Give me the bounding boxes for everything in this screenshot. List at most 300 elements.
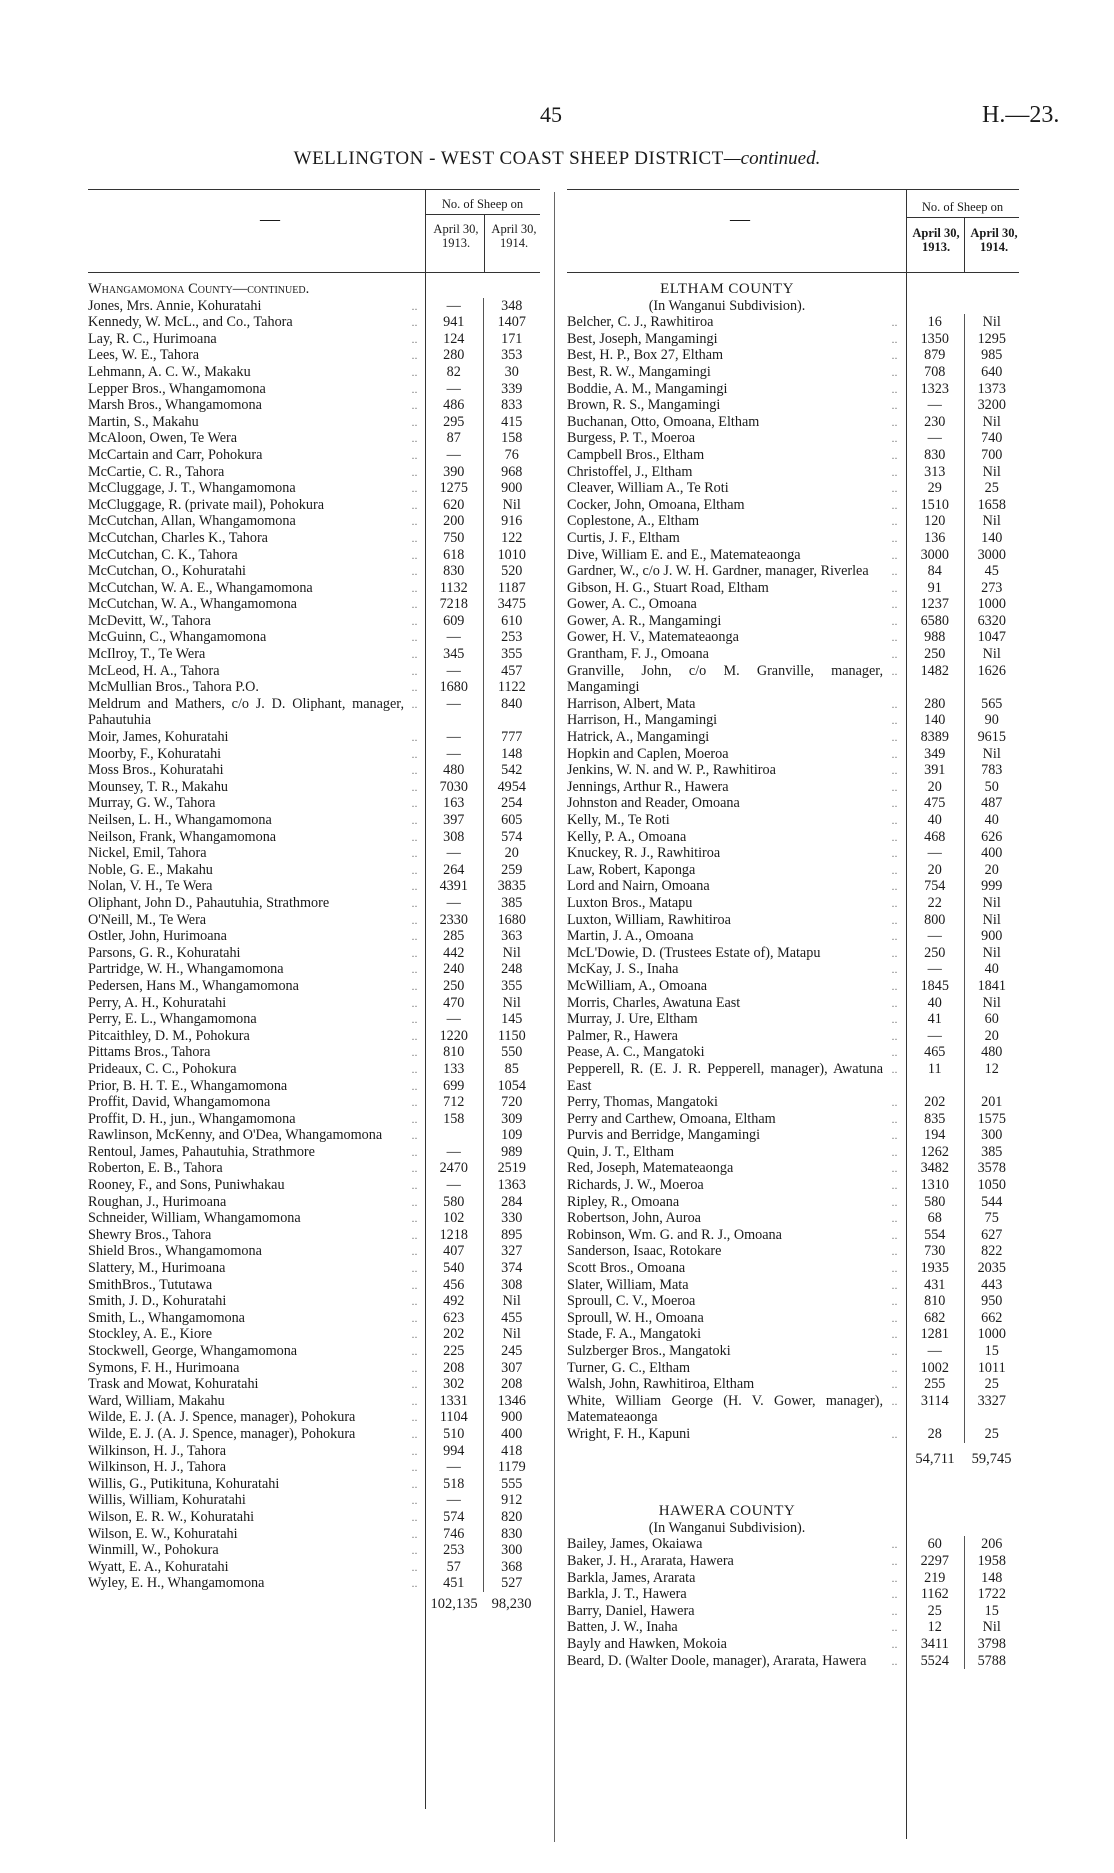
holder-name: Rentoul, James, Pahautuhia, Strathmore — [88, 1143, 315, 1160]
table-row — [88, 679, 540, 696]
leader-dots: .. — [411, 730, 418, 745]
sheep-1913: 20 — [906, 862, 964, 879]
table-row — [88, 414, 540, 431]
table-row — [88, 530, 540, 547]
rule-left-colsplit — [484, 214, 485, 272]
holder-name: Walsh, John, Rawhitiroa, Eltham — [567, 1376, 755, 1393]
sheep-1914: 245 — [501, 1343, 523, 1359]
left-county-heading: Whangamomona County—continued. — [88, 281, 310, 297]
holder-name: McGuinn, C., Whangamomona — [88, 629, 267, 646]
holder-name: Willis, William, Kohuratahi — [88, 1492, 246, 1509]
holder-name: Stade, F. A., Mangatoki — [567, 1326, 702, 1343]
holder-name: Stockley, A. E., Kiore — [88, 1326, 212, 1343]
sheep-1914: 171 — [501, 330, 523, 347]
sheep-1913: 810 — [906, 1293, 964, 1310]
holder-name: Kelly, P. A., Omoana — [567, 828, 687, 845]
sheep-1914: 999 — [981, 878, 1003, 895]
leader-dots: .. — [411, 895, 418, 910]
table-row — [88, 1326, 540, 1343]
holder-name: Christoffel, J., Eltham — [567, 463, 693, 480]
sheep-1913: 16 — [906, 314, 964, 331]
sheep-1913: 810 — [425, 1044, 483, 1061]
leader-dots: .. — [891, 1261, 898, 1276]
holder-name: McMullian Bros., Tahora P.O. — [88, 679, 259, 696]
title-text: WELLINGTON - WEST COAST SHEEP DISTRICT — [293, 148, 724, 169]
table-row — [567, 1343, 1019, 1360]
leader-dots: .. — [411, 929, 418, 944]
leader-dots: .. — [891, 995, 898, 1010]
sheep-1913: 280 — [906, 696, 964, 713]
sheep-1914: 254 — [501, 795, 523, 812]
sheep-1914: 455 — [501, 1309, 523, 1326]
leader-dots: .. — [891, 929, 898, 944]
leader-dots: .. — [411, 862, 418, 877]
holder-name: Murray, G. W., Tahora — [88, 795, 216, 812]
sheep-1913: 830 — [425, 563, 483, 580]
leader-dots: .. — [891, 846, 898, 861]
sheep-1914: 2519 — [497, 1160, 526, 1177]
holder-name: Neilson, Frank, Whangamomona — [88, 828, 277, 845]
sheep-1913: 40 — [906, 812, 964, 829]
leader-dots: .. — [891, 746, 898, 761]
leader-dots: .. — [891, 1360, 898, 1375]
sheep-1914: 1407 — [497, 314, 526, 331]
leader-dots: .. — [891, 514, 898, 529]
sheep-1914: 900 — [501, 1409, 523, 1426]
sheep-1914: 368 — [501, 1558, 523, 1575]
left-column — [88, 281, 540, 1613]
sheep-1913: 623 — [425, 1310, 483, 1327]
table-row — [88, 497, 540, 514]
table-row — [567, 1210, 1019, 1227]
sheep-1913: 5524 — [906, 1653, 964, 1670]
leader-dots: .. — [411, 497, 418, 512]
rule-center — [554, 192, 555, 1842]
sheep-1914: 385 — [501, 894, 523, 911]
rule-left-top — [88, 189, 540, 190]
rule-left-head-bottom — [88, 272, 540, 273]
sheep-1914: 1841 — [977, 977, 1006, 994]
sheep-1914: 15 — [984, 1343, 999, 1359]
leader-dots: .. — [411, 1476, 418, 1491]
table-row — [567, 347, 1019, 364]
table-row — [88, 862, 540, 879]
sheep-1913: 431 — [906, 1277, 964, 1294]
sheep-1914: 895 — [501, 1226, 523, 1243]
holder-name: Baker, J. H., Ararata, Hawera — [567, 1552, 734, 1569]
table-row — [88, 762, 540, 779]
leader-dots: .. — [411, 1493, 418, 1508]
sheep-1914: 1054 — [497, 1077, 526, 1094]
left-header-group: No. of Sheep on — [441, 197, 524, 211]
holder-name: Proffit, David, Whangamomona — [88, 1094, 271, 1111]
holder-name: Trask and Mowat, Kohuratahi — [88, 1376, 259, 1393]
table-row — [567, 497, 1019, 514]
sheep-1914: 720 — [501, 1094, 523, 1111]
sheep-1914: 1011 — [977, 1359, 1006, 1376]
sheep-1913 — [425, 1127, 483, 1144]
holder-name: Wyley, E. H., Whangamomona — [88, 1575, 265, 1592]
sheep-1914: 487 — [981, 795, 1003, 812]
sheep-1914: 1363 — [497, 1177, 526, 1194]
holder-name: Johnston and Reader, Omoana — [567, 795, 740, 812]
table-row — [567, 762, 1019, 779]
leader-dots: .. — [891, 1045, 898, 1060]
table-row — [88, 1160, 540, 1177]
sheep-1914: 308 — [501, 1276, 523, 1293]
holder-name: SmithBros., Tututawa — [88, 1276, 213, 1293]
leader-dots: .. — [411, 630, 418, 645]
leader-dots: .. — [891, 1393, 898, 1408]
holder-name: Barry, Daniel, Hawera — [567, 1602, 695, 1619]
holder-name: Wilkinson, H. J., Tahora — [88, 1459, 227, 1476]
table-row — [567, 795, 1019, 812]
table-row — [567, 1177, 1019, 1194]
leader-dots: .. — [411, 1178, 418, 1193]
sheep-1914: 9615 — [977, 729, 1006, 746]
leader-dots: .. — [891, 1603, 898, 1618]
leader-dots: .. — [411, 846, 418, 861]
sheep-1913: — — [906, 1343, 964, 1360]
holder-name: Parsons, G. R., Kohuratahi — [88, 944, 241, 961]
table-row — [88, 314, 540, 331]
sheep-1914: 950 — [981, 1293, 1003, 1310]
leader-dots: .. — [411, 663, 418, 678]
sheep-1913: — — [906, 1028, 964, 1045]
sheep-1914: 783 — [981, 762, 1003, 779]
sheep-1914: 355 — [501, 977, 523, 994]
holder-name: Lepper Bros., Whangamomona — [88, 380, 266, 397]
sheep-1913: 480 — [425, 762, 483, 779]
leader-dots: .. — [411, 514, 418, 529]
right-header-group: No. of Sheep on — [921, 200, 1004, 214]
sheep-1913: 82 — [425, 364, 483, 381]
sheep-1914: 85 — [504, 1060, 519, 1077]
leader-dots: .. — [411, 1460, 418, 1475]
sheep-1914: 40 — [984, 812, 999, 828]
leader-dots: .. — [891, 1012, 898, 1027]
table-row — [567, 746, 1019, 763]
holder-name: Morris, Charles, Awatuna East — [567, 994, 741, 1011]
sheep-1913: 3000 — [906, 547, 964, 564]
holder-name: Rawlinson, McKenny, and O'Dea, Whangamomona — [88, 1127, 383, 1144]
holder-name: Wilde, E. J. (A. J. Spence, manager), Pohokura — [88, 1409, 356, 1426]
sheep-1913: 11 — [906, 1061, 964, 1094]
sheep-1913: 1262 — [906, 1144, 964, 1161]
table-row — [567, 1426, 1019, 1443]
sheep-1914: Nil — [982, 513, 1001, 530]
holder-name: Marsh Bros., Whangamomona — [88, 397, 262, 414]
table-row — [88, 547, 540, 564]
sheep-1913: 250 — [425, 978, 483, 995]
sheep-1914: 985 — [981, 347, 1003, 364]
sheep-1914: 75 — [984, 1210, 999, 1227]
leader-dots: .. — [891, 530, 898, 545]
leader-dots: .. — [411, 879, 418, 894]
leader-dots: .. — [411, 1559, 418, 1574]
sheep-1914: 527 — [501, 1575, 523, 1592]
leader-dots: .. — [891, 713, 898, 728]
holder-name: Martin, S., Makahu — [88, 413, 199, 430]
table-row — [88, 1011, 540, 1028]
sheep-1914: 480 — [981, 1044, 1003, 1061]
leader-dots: .. — [891, 829, 898, 844]
table-row — [567, 729, 1019, 746]
sheep-1913: 250 — [906, 646, 964, 663]
sheep-1913: 830 — [906, 447, 964, 464]
right-column — [567, 281, 1019, 1669]
table-row — [88, 1360, 540, 1377]
leader-dots: .. — [411, 580, 418, 595]
sheep-1914: 25 — [984, 480, 999, 497]
left-table — [88, 298, 540, 1592]
sheep-1913: 28 — [906, 1426, 964, 1443]
leader-dots: .. — [891, 1344, 898, 1358]
leader-dots: .. — [891, 1211, 898, 1226]
holder-name: Red, Joseph, Matemateaonga — [567, 1160, 734, 1177]
sheep-1913: 29 — [906, 480, 964, 497]
sheep-1913: — — [425, 1459, 483, 1476]
holder-name: Granville, John, c/o M. Granville, manager, Mangamingi — [567, 662, 883, 696]
holder-name: Martin, J. A., Omoana — [567, 928, 694, 945]
holder-name: Barkla, James, Ararata — [567, 1569, 696, 1586]
table-row — [567, 812, 1019, 829]
sheep-1914: 415 — [501, 413, 523, 430]
leader-dots: .. — [411, 746, 418, 761]
table-row — [567, 696, 1019, 713]
holder-name: Roberton, E. B., Tahora — [88, 1160, 223, 1177]
leader-dots: .. — [891, 1178, 898, 1193]
sheep-1913: 510 — [425, 1426, 483, 1443]
sheep-1914: 626 — [981, 828, 1003, 845]
leader-dots: .. — [891, 464, 898, 479]
sheep-1914: 307 — [501, 1359, 523, 1376]
sheep-1914: 284 — [501, 1193, 523, 1210]
leader-dots: .. — [891, 630, 898, 645]
sheep-1913: 84 — [906, 563, 964, 580]
holder-name: Partridge, W. H., Whangamomona — [88, 961, 284, 978]
sheep-1914: 3000 — [977, 546, 1006, 563]
sheep-1913: 708 — [906, 364, 964, 381]
sheep-1914: 109 — [501, 1127, 523, 1144]
sheep-1914: Nil — [502, 496, 521, 513]
sheep-1913: 682 — [906, 1310, 964, 1327]
holder-name: Gibson, H. G., Stuart Road, Eltham — [567, 579, 769, 596]
right-header-col2: April 30, 1914. — [970, 226, 1018, 254]
holder-name: McCutchan, O., Kohuratahi — [88, 563, 246, 580]
leader-dots: .. — [891, 1310, 898, 1325]
leader-dots: .. — [411, 1128, 418, 1143]
sheep-1914: 273 — [981, 579, 1003, 596]
holder-name: Gower, A. C., Omoana — [567, 596, 697, 613]
leader-dots: .. — [891, 779, 898, 794]
sheep-1914: 1373 — [977, 380, 1006, 397]
holder-name: Grantham, F. J., Omoana — [567, 646, 709, 663]
holder-name: Kelly, M., Te Roti — [567, 812, 670, 828]
leader-dots: .. — [891, 895, 898, 910]
table-row — [88, 1526, 540, 1543]
table-row — [567, 1227, 1019, 1244]
sheep-1913: 1935 — [906, 1260, 964, 1277]
sheep-1914: 158 — [501, 430, 523, 447]
holder-name: Prideaux, C. C., Pohokura — [88, 1060, 237, 1077]
holder-name: Nolan, V. H., Te Wera — [88, 878, 213, 895]
table-row — [567, 1243, 1019, 1260]
table-row — [567, 646, 1019, 663]
table-row — [567, 629, 1019, 646]
sheep-1913: 349 — [906, 746, 964, 763]
leader-dots: .. — [411, 398, 418, 413]
table-row — [88, 1575, 540, 1592]
holder-name: Barkla, J. T., Hawera — [567, 1586, 687, 1603]
sheep-1914: 916 — [501, 513, 523, 530]
holder-name: Moir, James, Kohuratahi — [88, 729, 229, 746]
table-row — [88, 580, 540, 597]
sheep-1913: — — [425, 1144, 483, 1161]
sheep-1914: Nil — [982, 894, 1001, 911]
sheep-1914: 1958 — [977, 1552, 1006, 1569]
holder-name: McDevitt, W., Tahora — [88, 612, 211, 629]
leader-dots: .. — [411, 1095, 418, 1110]
holder-name: White, William George (H. V. Gower, manager), Matemateaonga — [567, 1392, 883, 1426]
sheep-1913: 22 — [906, 895, 964, 912]
table-row — [88, 347, 540, 364]
sheep-1913: 1275 — [425, 480, 483, 497]
sheep-1913: — — [425, 381, 483, 398]
table-row — [567, 364, 1019, 381]
sheep-1913: 620 — [425, 497, 483, 514]
sheep-1913: 1482 — [906, 663, 964, 696]
sheep-1914: 122 — [501, 529, 523, 546]
table-row — [88, 779, 540, 796]
table-row — [567, 1360, 1019, 1377]
leader-dots: .. — [411, 348, 418, 363]
sheep-1913: 308 — [425, 829, 483, 846]
leader-dots: .. — [891, 1377, 898, 1392]
table-row — [88, 961, 540, 978]
holder-name: McCutchan, Charles K., Tahora — [88, 529, 268, 546]
sheep-1914: 1150 — [497, 1027, 526, 1044]
leader-dots: .. — [891, 1028, 898, 1043]
sheep-1914: 820 — [501, 1508, 523, 1525]
sheep-1914: 544 — [981, 1193, 1003, 1210]
sheep-1914: 12 — [984, 1060, 999, 1077]
sheep-1913: — — [425, 696, 483, 729]
holder-name: Wright, F. H., Kapuni — [567, 1425, 691, 1442]
sheep-1914: 1626 — [977, 662, 1006, 679]
leader-dots: .. — [891, 978, 898, 993]
leader-dots: .. — [891, 962, 898, 977]
holder-name: Schneider, William, Whangamomona — [88, 1210, 301, 1227]
sheep-1914: 374 — [501, 1260, 523, 1277]
table-row — [567, 381, 1019, 398]
leader-dots: .. — [891, 1227, 898, 1242]
table-row — [567, 829, 1019, 846]
sheep-1913: 1220 — [425, 1028, 483, 1045]
leader-dots: .. — [891, 1587, 898, 1602]
table-row — [567, 563, 1019, 580]
sheep-1914: 1050 — [977, 1177, 1006, 1194]
holder-name: Winmill, W., Pohokura — [88, 1542, 219, 1559]
sheep-1914: Nil — [502, 944, 521, 961]
holder-name: Meldrum and Mathers, c/o J. D. Oliphant, manager, Pahautuhia — [88, 695, 404, 729]
holder-name: McCluggage, J. T., Whangamomona — [88, 480, 296, 497]
leader-dots: .. — [411, 547, 418, 562]
leader-dots: .. — [411, 530, 418, 545]
page-number: 45 — [540, 102, 562, 127]
holder-name: McCluggage, R. (private mail), Pohokura — [88, 496, 325, 513]
sheep-1913: 1162 — [906, 1586, 964, 1603]
table-row — [88, 1061, 540, 1078]
sheep-1914: 248 — [501, 961, 523, 978]
sheep-1914: 206 — [981, 1536, 1003, 1553]
holder-name: Scott Bros., Omoana — [567, 1260, 686, 1277]
holder-name: Stockwell, George, Whangamomona — [88, 1343, 298, 1359]
leader-dots: .. — [411, 1261, 418, 1276]
table-row — [567, 447, 1019, 464]
sheep-1914: Nil — [982, 994, 1001, 1011]
sheep-1914: 76 — [504, 446, 519, 463]
table-row — [88, 912, 540, 929]
table-row — [88, 1376, 540, 1393]
page-title — [0, 148, 1114, 170]
table-row — [567, 1111, 1019, 1128]
sheep-1914: 1179 — [497, 1459, 526, 1476]
sheep-1913: 390 — [425, 464, 483, 481]
sheep-1913: 1680 — [425, 679, 483, 696]
table-row — [88, 1111, 540, 1128]
holder-name: Sulzberger Bros., Mangatoki — [567, 1343, 731, 1359]
holder-name: Cocker, John, Omoana, Eltham — [567, 496, 745, 513]
table-row — [88, 1509, 540, 1526]
holder-name: McL'Dowie, D. (Trustees Estate of), Matapu — [567, 944, 821, 961]
table-row — [567, 895, 1019, 912]
sheep-1913: 941 — [425, 314, 483, 331]
table-row — [88, 381, 540, 398]
sheep-1913: 730 — [906, 1243, 964, 1260]
table-row — [88, 1443, 540, 1460]
sheep-1914: 309 — [501, 1110, 523, 1127]
holder-name: Turner, G. C., Eltham — [567, 1359, 691, 1376]
sheep-1914: 253 — [501, 629, 523, 646]
sheep-1914: 457 — [501, 662, 523, 679]
leader-dots: .. — [411, 1161, 418, 1176]
sheep-1913: 225 — [425, 1343, 483, 1360]
leader-dots: .. — [891, 1128, 898, 1143]
sheep-1913: 699 — [425, 1078, 483, 1095]
leader-dots: .. — [411, 1327, 418, 1342]
table-row — [88, 978, 540, 995]
table-row — [567, 1144, 1019, 1161]
table-row — [88, 1210, 540, 1227]
sheep-1914: 840 — [501, 695, 523, 712]
table-row — [567, 530, 1019, 547]
sheep-1914: 208 — [501, 1376, 523, 1393]
sheep-1913: 7030 — [425, 779, 483, 796]
sheep-1914: 700 — [981, 446, 1003, 463]
leader-dots: .. — [411, 364, 418, 379]
holder-name: Burgess, P. T., Moeroa — [567, 430, 696, 447]
holder-name: Perry, Thomas, Mangatoki — [567, 1094, 718, 1111]
sheep-1914: Nil — [982, 1619, 1001, 1636]
sheep-1914: 1295 — [977, 330, 1006, 347]
sheep-1914: 201 — [981, 1094, 1003, 1111]
sheep-1914: 542 — [501, 762, 523, 779]
sheep-1913: 492 — [425, 1293, 483, 1310]
holder-name: Wyatt, E. A., Kohuratahi — [88, 1558, 229, 1575]
sheep-1913: — — [425, 629, 483, 646]
holder-name: Knuckey, R. J., Rawhitiroa — [567, 845, 721, 862]
